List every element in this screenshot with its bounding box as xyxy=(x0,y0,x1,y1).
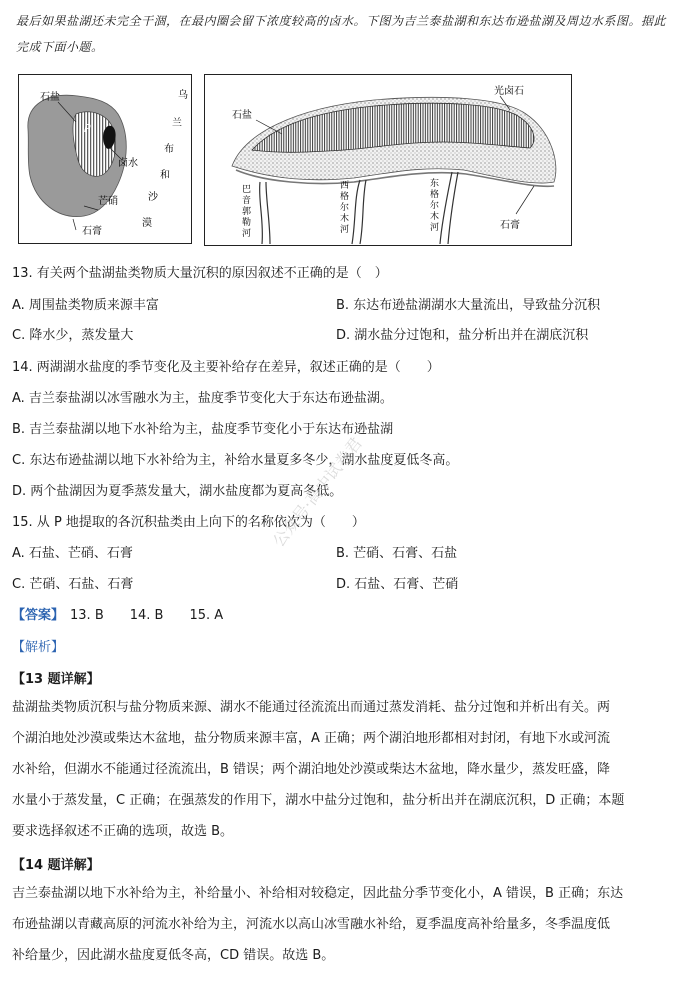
shigao-label: 石膏 xyxy=(82,226,102,237)
detail-13-line: 个湖泊地处沙漠或柴达木盆地，盐分物质来源丰富，A 正确；两个湖泊地形都相对封闭，有地下水或河流 xyxy=(12,731,611,746)
q13-option-a: A. 周围盐类物质来源丰富 xyxy=(12,298,159,313)
svg-text:河: 河 xyxy=(242,229,252,239)
figure-jilantai-lake xyxy=(18,74,192,244)
answer-label: 【答案】 xyxy=(12,608,65,623)
lushui-label: 卤水 xyxy=(118,158,138,169)
svg-text:勒: 勒 xyxy=(242,218,252,228)
question-14-stem: 14. 两湖湖水盐度的季节变化及主要补给存在差异，叙述正确的是（ ） xyxy=(12,360,440,375)
detail-13-line: 水量小于蒸发量，C 正确；在强蒸发的作用下，湖水中盐分过饱和，盐分析出并在湖底沉积，D 正确；本题 xyxy=(12,793,625,808)
svg-text:木: 木 xyxy=(430,212,440,222)
desert-char-5: 沙 xyxy=(148,192,158,203)
question-15-stem: 15. 从 P 地提取的各沉积盐类由上向下的名称依次为（ ） xyxy=(12,515,365,530)
shiyan-label-2: 石盐 xyxy=(232,110,252,121)
svg-text:东: 东 xyxy=(430,179,440,189)
shiyan-label: 石盐 xyxy=(40,92,60,103)
detail-14-heading: 【14 题详解】 xyxy=(12,858,100,873)
detail-13-heading: 【13 题详解】 xyxy=(12,672,100,687)
desert-char-1: 乌 xyxy=(178,90,188,101)
river-label-xigeermu xyxy=(340,180,349,235)
shigao-label-2: 石膏 xyxy=(500,220,520,231)
svg-text:木: 木 xyxy=(340,214,350,224)
detail-14-line: 布逊盐湖以青藏高原的河流水补给为主，河流水以高山冰雪融水补给，夏季温度高补给量多，冬季温度低 xyxy=(12,917,611,932)
svg-text:河: 河 xyxy=(430,223,440,233)
question-13-stem: 13. 有关两个盐湖盐类物质大量沉积的原因叙述不正确的是（ ） xyxy=(12,266,388,281)
q13-option-b: B. 东达布逊盐湖湖水大量流出，导致盐分沉积 xyxy=(336,298,601,313)
svg-text:格: 格 xyxy=(430,190,440,200)
desert-char-2: 兰 xyxy=(172,118,182,129)
river-label-bayinguole xyxy=(242,184,251,239)
q15-option-d: D. 石盐、石膏、芒硝 xyxy=(336,577,459,592)
detail-13-line: 盐湖盐类物质沉积与盐分物质来源、湖水不能通过径流流出而通过蒸发消耗、盐分过饱和并析出有关。两 xyxy=(12,700,611,715)
desert-char-3: 布 xyxy=(164,144,174,155)
figure-dongdabuxun-lake xyxy=(204,74,572,246)
answer-text: 13. B 14. B 15. A xyxy=(70,608,224,623)
detail-14-body xyxy=(12,878,670,971)
svg-text:河: 河 xyxy=(340,225,350,235)
q14-option-c: C. 东达布逊盐湖以地下水补给为主，补给水量夏多冬少，湖水盐度夏低冬高。 xyxy=(12,453,459,468)
guanglushi-label: 光卤石 xyxy=(494,86,524,97)
q15-option-a: A. 石盐、芒硝、石膏 xyxy=(12,546,133,561)
q14-option-b: B. 吉兰泰盐湖以地下水补给为主，盐度季节变化小于东达布逊盐湖 xyxy=(12,422,394,437)
detail-13-line: 水补给，但湖水不能通过径流流出，B 错误；两个湖泊地处沙漠或柴达木盆地，降水量少，蒸发旺盛，降 xyxy=(12,762,611,777)
river-label-donggeermu xyxy=(430,177,439,233)
svg-text:尔: 尔 xyxy=(340,203,350,213)
q15-option-c: C. 芒硝、石盐、石膏 xyxy=(12,577,134,592)
detail-13-body xyxy=(12,692,670,847)
q13-option-d: D. 湖水盐分过饱和，盐分析出并在湖底沉积 xyxy=(336,328,589,343)
answer-line xyxy=(12,604,223,623)
intro-text: 最后如果盐湖还未完全干涸，在最内圈会留下浓度较高的卤水。下图为吉兰泰盐湖和东达布逊盐湖及周边水系图。据此完成下面小题。 xyxy=(16,14,667,54)
svg-text:西: 西 xyxy=(340,181,350,191)
q15-option-b: B. 芒硝、石膏、石盐 xyxy=(336,546,458,561)
q13-option-c: C. 降水少，蒸发量大 xyxy=(12,328,134,343)
watermark: 公众号·高中试卷君 xyxy=(268,433,366,551)
svg-text:尔: 尔 xyxy=(430,201,440,211)
q14-option-d: D. 两个盐湖因为夏季蒸发量大，湖水盐度都为夏高冬低。 xyxy=(12,484,343,499)
svg-text:格: 格 xyxy=(340,192,350,202)
detail-13-line: 要求选择叙述不正确的选项，故选 B。 xyxy=(12,824,234,839)
mangxiao-label: 芒硝 xyxy=(98,196,118,207)
q14-option-a: A. 吉兰泰盐湖以冰雪融水为主，盐度季节变化大于东达布逊盐湖。 xyxy=(12,391,393,406)
detail-14-line: 补给量少，因此湖水盐度夏低冬高，CD 错误。故选 B。 xyxy=(12,948,335,963)
detail-14-line: 吉兰泰盐湖以地下水补给为主，补给量小、补给相对较稳定，因此盐分季节变化小，A 错误，B 正确；东达 xyxy=(12,886,624,901)
point-p-label: P xyxy=(84,122,91,135)
desert-char-6: 漠 xyxy=(142,218,152,229)
svg-text:巴: 巴 xyxy=(242,185,252,195)
svg-text:音: 音 xyxy=(242,196,252,206)
svg-text:郭: 郭 xyxy=(242,207,252,217)
analysis-label: 【解析】 xyxy=(12,640,65,655)
desert-char-4: 和 xyxy=(160,170,170,181)
